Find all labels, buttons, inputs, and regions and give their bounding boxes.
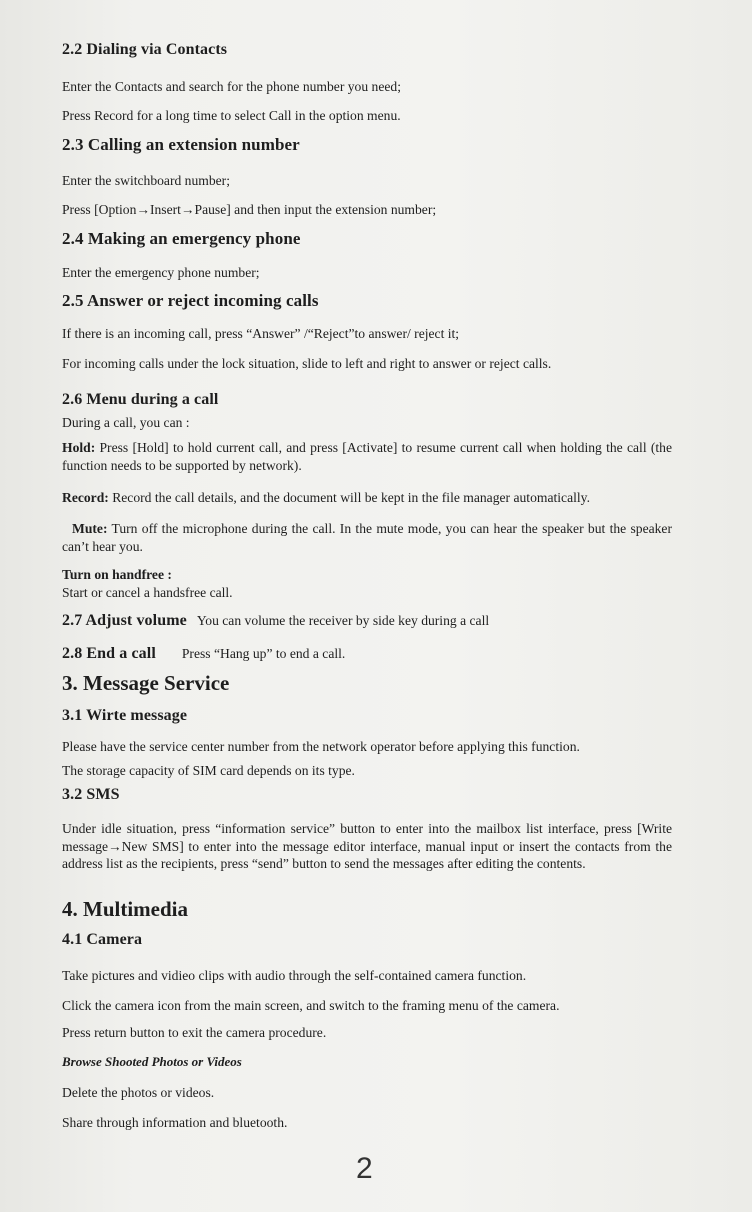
section-4-1-heading: 4.1 Camera — [62, 931, 143, 948]
record-text: Record the call details, and the document will be kept in the file manager automatically. — [108, 490, 590, 505]
section-3-1-heading: 3.1 Wirte message — [62, 707, 188, 724]
hold-text: Press [Hold] to hold current call, and press [Activate] to resume current call when holding the call (the function needs to be supported by network). — [62, 440, 672, 473]
mute-text: Turn off the microphone during the call. In the mute mode, you can hear the speaker but the speaker can’t hear you. — [62, 521, 672, 554]
section-2-2-line-1: Enter the Contacts and search for the phone number you need; — [62, 79, 401, 94]
mute-term: Mute: — [72, 521, 108, 536]
section-4-1-line-2: Click the camera icon from the main screen, and switch to the framing menu of the camera. — [62, 998, 560, 1013]
hold-term: Hold: — [62, 440, 96, 455]
mute-paragraph — [62, 520, 672, 556]
section-2-6-heading: 2.6 Menu during a call — [62, 391, 219, 408]
section-2-6-intro: During a call, you can : — [62, 415, 190, 430]
record-term: Record: — [62, 490, 109, 505]
section-2-4-line-1: Enter the emergency phone number; — [62, 265, 260, 280]
chapter-3-heading: 3. Message Service — [62, 671, 230, 695]
section-4-1-line-4: Delete the photos or videos. — [62, 1085, 215, 1100]
browse-subheading: Browse Shooted Photos or Videos — [62, 1054, 242, 1069]
section-2-5-heading: 2.5 Answer or reject incoming calls — [62, 291, 319, 310]
section-3-1-line-2: The storage capacity of SIM card depends on its type. — [62, 763, 355, 778]
section-2-2-line-2: Press Record for a long time to select Call in the option menu. — [62, 108, 401, 123]
section-3-1-line-1: Please have the service center number from the network operator before applying this function. — [62, 739, 580, 754]
handfree-text: Start or cancel a handsfree call. — [62, 585, 233, 600]
chapter-4-heading: 4. Multimedia — [62, 897, 188, 921]
section-2-5-line-1: If there is an incoming call, press “Answer” /“Reject”to answer/ reject it; — [62, 326, 460, 341]
section-4-1-line-3: Press return button to exit the camera procedure. — [62, 1025, 327, 1040]
section-2-5-line-2: For incoming calls under the lock situation, slide to left and right to answer or reject calls. — [62, 356, 552, 371]
record-paragraph — [62, 489, 672, 507]
section-2-7-heading: 2.7 Adjust volume — [62, 612, 187, 629]
section-2-7-line — [62, 612, 672, 630]
page-number: 2 — [356, 1152, 373, 1185]
handfree-term: Turn on handfree : — [62, 567, 172, 582]
section-2-7-text: You can volume the receiver by side key during a call — [196, 613, 490, 628]
section-2-8-text: Press “Hang up” to end a call. — [181, 646, 346, 661]
section-4-1-line-1: Take pictures and vidieo clips with audio through the self-contained camera function. — [62, 968, 527, 983]
section-2-8-line — [62, 645, 672, 663]
section-2-3-heading: 2.3 Calling an extension number — [62, 135, 300, 154]
section-3-2-paragraph: Under idle situation, press “information service” button to enter into the mailbox list interface, press [Write message→New SMS] to enter into the message editor interface, manual input or insert the contacts from the address list as the recipients, press “send” button to send the messages after editing the contents. — [62, 821, 672, 871]
section-2-2-heading: 2.2 Dialing via Contacts — [62, 41, 228, 58]
section-4-1-line-5: Share through information and bluetooth. — [62, 1115, 288, 1130]
section-2-8-heading: 2.8 End a call — [62, 645, 156, 662]
hold-paragraph — [62, 439, 672, 475]
section-2-3-line-2: Press [Option→Insert→Pause] and then input the extension number; — [62, 202, 437, 217]
section-3-2-heading: 3.2 SMS — [62, 786, 120, 803]
section-2-4-heading: 2.4 Making an emergency phone — [62, 229, 301, 248]
section-2-3-line-1: Enter the switchboard number; — [62, 173, 230, 188]
